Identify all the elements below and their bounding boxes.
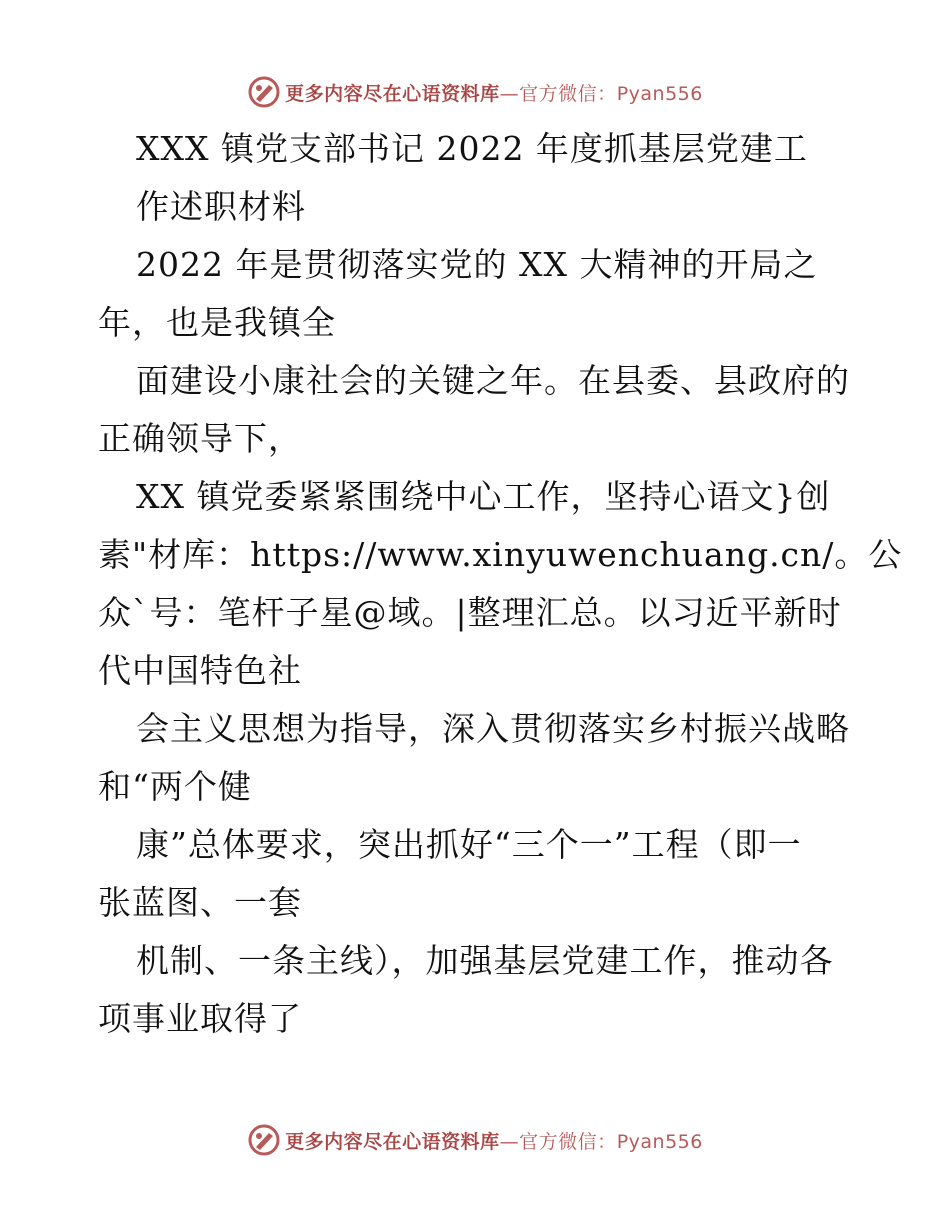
paragraph-line: 张蓝图、一套 [98,883,302,922]
watermark-wechat-label: 官方微信： [519,82,617,105]
paragraph-line: 和“两个健 [98,767,252,806]
paragraph-line: 代中国特色社 [98,651,302,690]
doc-title-line-1: XXX 镇党支部书记 2022 年度抓基层党建工 [136,129,808,168]
watermark-wechat-label: 官方微信： [519,1130,617,1153]
paragraph-line: 会主义思想为指导，深入贯彻落实乡村振兴战略 [136,709,850,748]
watermark-site-text: 更多内容尽在心语资料库 [285,82,500,105]
watermark-site-text: 更多内容尽在心语资料库 [285,1130,500,1153]
watermark-wechat-id: Pyan556 [616,82,703,105]
paragraph-line: 康”总体要求，突出抓好“三个一”工程（即一 [136,825,802,864]
header-watermark [0,72,950,112]
paragraph-line: 正确领导下， [98,419,302,458]
paragraph-line: 2022 年是贯彻落实党的 XX 大精神的开局之 [136,245,818,284]
paragraph-line: XX 镇党委紧紧围绕中心工作，坚持心语文}创 [136,477,831,516]
watermark-wechat-id: Pyan556 [616,1130,703,1153]
paragraph-line: 年，也是我镇全 [98,303,336,342]
doc-title-line-2: 作述职材料 [136,187,306,226]
paragraph-line: 面建设小康社会的关键之年。在县委、县政府的 [136,361,850,400]
writing-hand-seal-icon [247,75,281,109]
paragraph-line: 众`号：笔杆子星@域。|整理汇总。以习近平新时 [98,593,842,632]
writing-hand-seal-icon [247,1123,281,1157]
watermark-dash: — [499,1130,520,1153]
paragraph-line: 机制、一条主线），加强基层党建工作，推动各 [136,941,834,980]
paragraph-line: 素"材库：https://www.xinyuwenchuang.cn/。公 [98,535,903,574]
document-body [98,120,903,1048]
paragraph-line: 项事业取得了 [98,999,302,1038]
watermark-dash: — [499,82,520,105]
footer-watermark [0,1120,950,1160]
